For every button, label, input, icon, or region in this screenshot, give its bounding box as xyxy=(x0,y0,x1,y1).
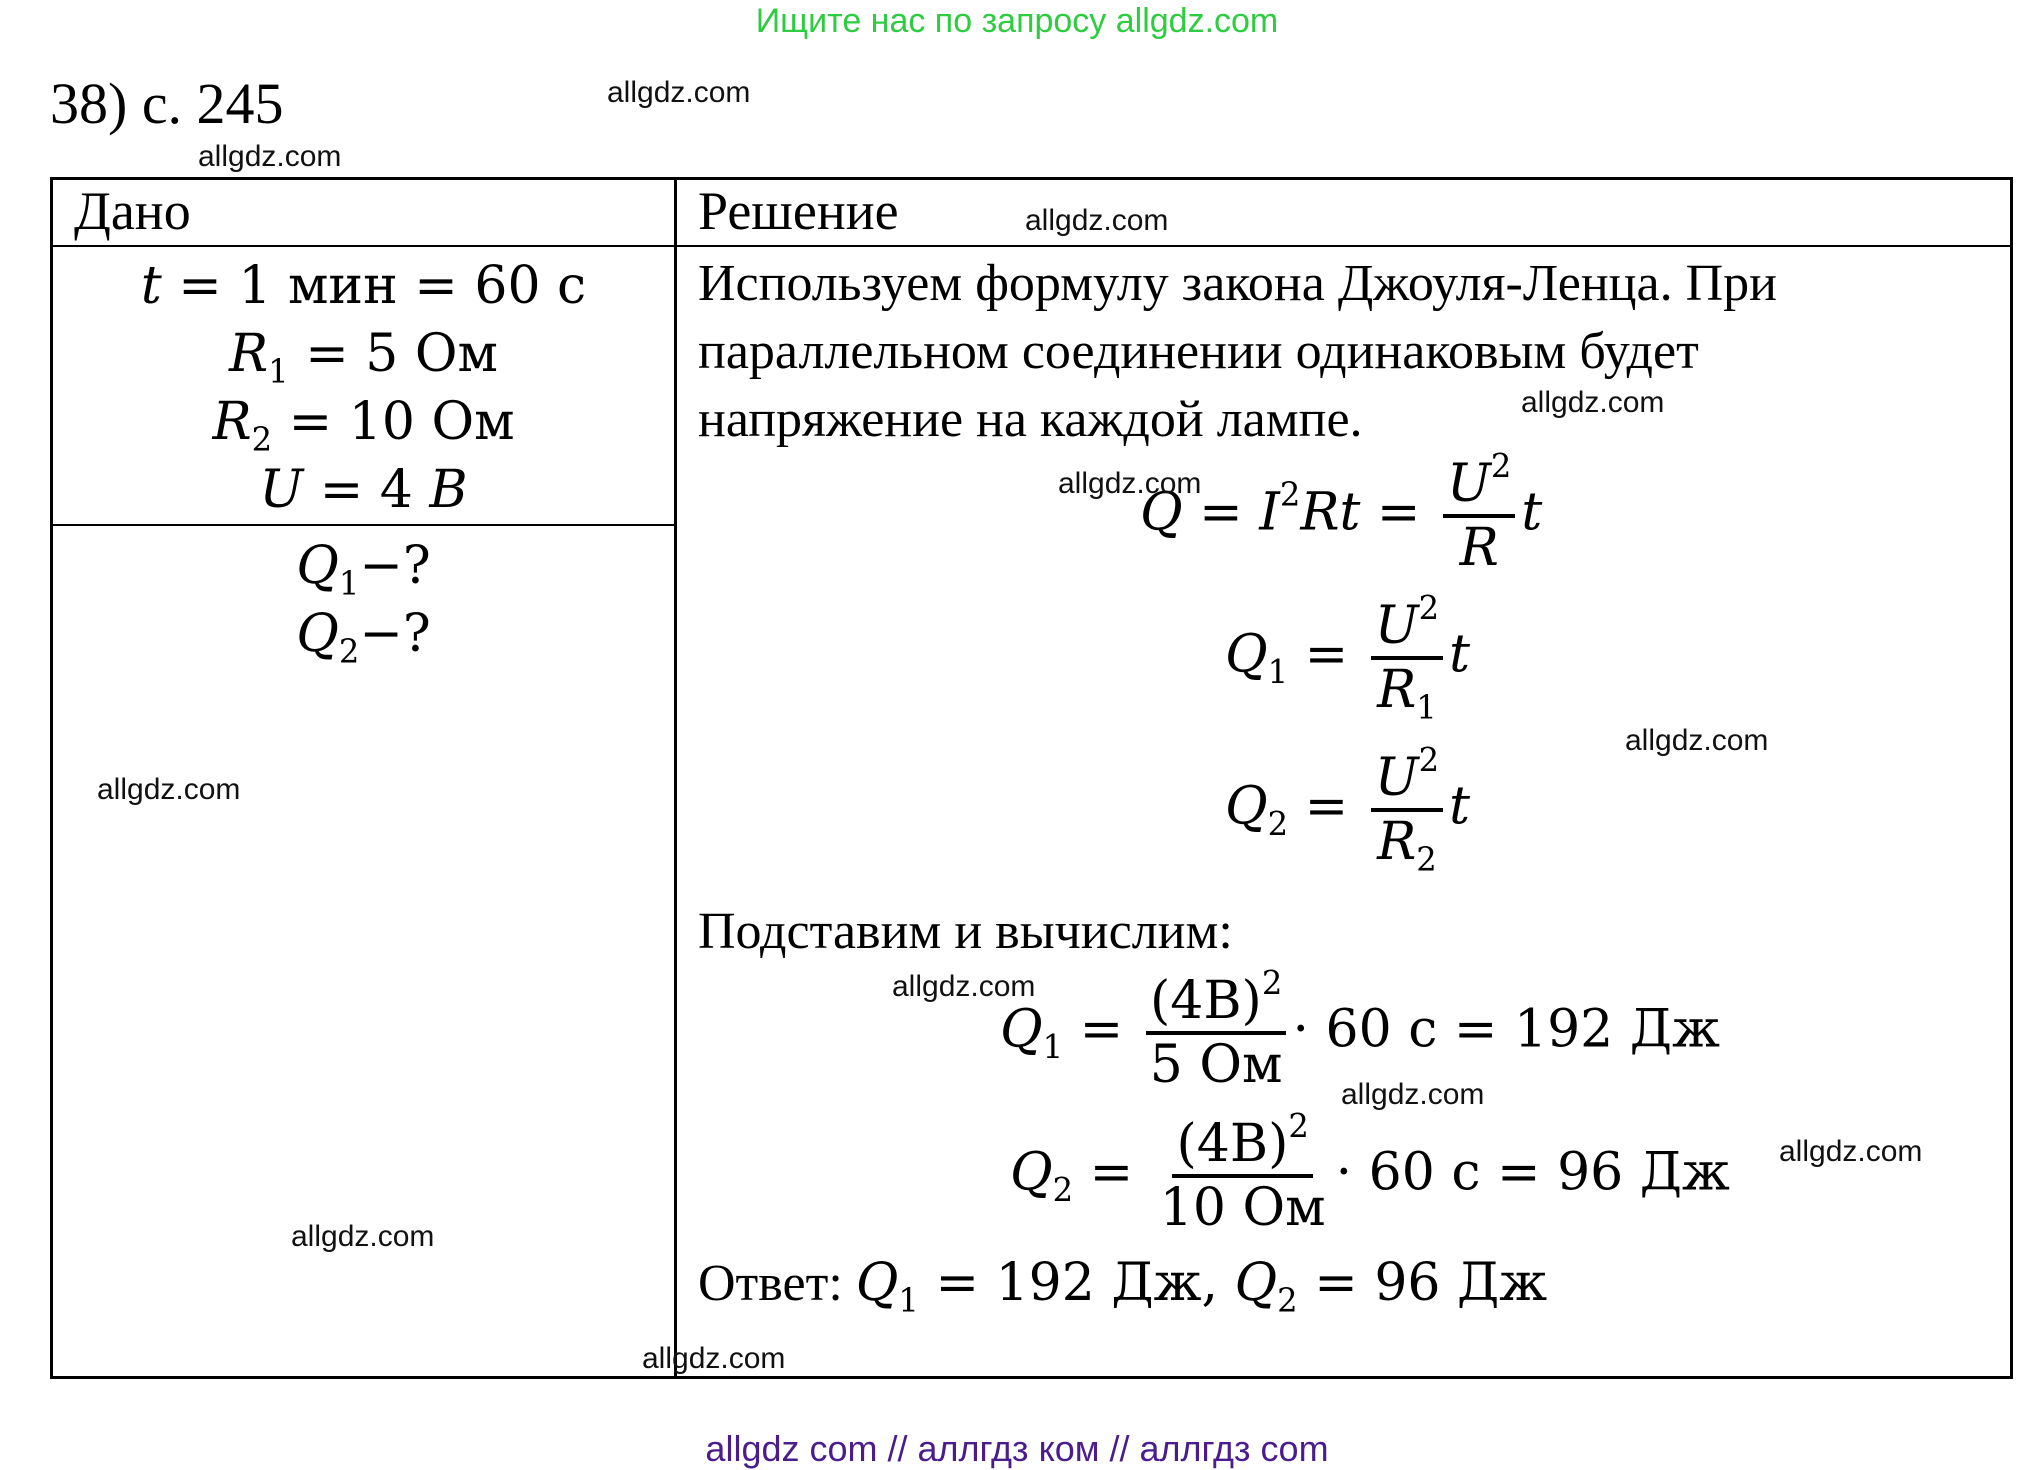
watermark: allgdz.com xyxy=(1625,724,1769,757)
given-r1-symbol: R xyxy=(229,324,269,384)
given-voltage-symbol: U xyxy=(259,460,304,520)
answer-line xyxy=(698,1253,1548,1320)
calc2-q: Q xyxy=(1010,1142,1053,1203)
watermark: allgdz.com xyxy=(642,1342,786,1375)
substitute-label: Подставим и вычислим: xyxy=(698,903,1233,960)
find-q1 xyxy=(53,536,674,603)
q2-formula-r: R xyxy=(1377,812,1417,872)
q1-formula-r-sub: 1 xyxy=(1416,688,1437,727)
q2-formula-q: Q xyxy=(1225,776,1268,837)
given-time-value: = 1 мин = 60 с xyxy=(161,256,587,316)
given-voltage xyxy=(53,460,674,520)
q1-formula xyxy=(1225,588,1471,727)
calc2-sub: 2 xyxy=(1052,1170,1074,1209)
watermark: allgdz.com xyxy=(607,76,751,109)
given-r2-value: = 10 Ом xyxy=(272,392,515,452)
calc2-result: · 60 с = 96 Дж xyxy=(1335,1142,1730,1203)
calc1-fraction xyxy=(1146,963,1287,1095)
answer-label: Ответ: xyxy=(698,1255,856,1312)
find-q2-sub: 2 xyxy=(338,632,360,671)
given-r2-sub: 2 xyxy=(251,420,273,459)
calc2-den: 10 Ом xyxy=(1159,1178,1326,1238)
find-q2-suffix: −? xyxy=(359,604,431,664)
given-r1 xyxy=(53,324,674,391)
given-voltage-value: = 4 xyxy=(303,460,430,520)
calc1-result: · 60 с = 192 Дж xyxy=(1292,999,1720,1060)
q2-formula-u: U xyxy=(1374,748,1419,808)
q2-formula-u-exp: 2 xyxy=(1418,740,1440,779)
top-banner: Ищите нас по запросу allgdz.com xyxy=(755,2,1279,40)
q1-formula-sub: 1 xyxy=(1267,652,1289,691)
find-q1-sub: 1 xyxy=(338,564,360,603)
solution-line-3: напряжение на каждой лампе. xyxy=(698,391,1363,448)
formula-i: I xyxy=(1259,482,1280,543)
answer-q2: Q xyxy=(1234,1253,1278,1313)
given-time xyxy=(53,256,674,316)
given-r1-value: = 5 Ом xyxy=(288,324,498,384)
given-time-symbol: t xyxy=(140,256,162,316)
footer-links: allgdz com // аллгдз ком // аллгдз com xyxy=(705,1428,1329,1469)
watermark: allgdz.com xyxy=(1779,1135,1923,1168)
q1-formula-r: R xyxy=(1377,660,1417,720)
formula-r: R xyxy=(1459,518,1499,578)
calc1-num: (4В) xyxy=(1149,971,1262,1031)
answer-q2-sub: 2 xyxy=(1277,1281,1298,1320)
solution-line-1: Используем формулу закона Джоуля-Ленца. При xyxy=(698,255,1777,312)
calc2-exp: 2 xyxy=(1288,1106,1309,1145)
formula-rt: Rt xyxy=(1300,482,1361,543)
calc1-q: Q xyxy=(1000,999,1043,1060)
watermark: allgdz.com xyxy=(198,140,342,173)
formula-eq-1: = xyxy=(1182,482,1260,543)
watermark: allgdz.com xyxy=(892,970,1036,1003)
calc1-exp: 2 xyxy=(1261,963,1283,1002)
watermark: allgdz.com xyxy=(291,1220,435,1253)
watermark: allgdz.com xyxy=(97,773,241,806)
solution-header: Решение xyxy=(698,181,899,241)
q2-formula-t: t xyxy=(1449,776,1471,837)
header-divider xyxy=(50,245,2013,247)
calc2-eq: = xyxy=(1073,1142,1150,1203)
q2-formula-sub: 2 xyxy=(1267,804,1289,843)
q2-formula-fraction xyxy=(1371,740,1443,879)
find-q1-suffix: −? xyxy=(359,536,431,596)
formula-t: t xyxy=(1521,482,1543,543)
given-r2 xyxy=(53,392,674,459)
answer-q1-sub: 1 xyxy=(898,1281,919,1320)
formula-u: U xyxy=(1447,454,1491,514)
given-divider xyxy=(50,524,676,526)
answer-q1-value: = 192 Дж, xyxy=(918,1253,1235,1313)
watermark: allgdz.com xyxy=(1058,467,1202,500)
q1-formula-q: Q xyxy=(1225,624,1268,685)
formula-eq-2: = xyxy=(1360,482,1438,543)
calc1-eq: = xyxy=(1063,999,1140,1060)
q2-formula xyxy=(1225,740,1471,879)
calc2-fraction xyxy=(1156,1106,1330,1238)
answer-q2-value: = 96 Дж xyxy=(1297,1253,1548,1313)
answer-q1: Q xyxy=(855,1253,899,1313)
q2-formula-eq: = xyxy=(1288,776,1365,837)
given-voltage-unit: B xyxy=(429,460,468,520)
watermark: allgdz.com xyxy=(1521,386,1665,419)
watermark: allgdz.com xyxy=(1341,1078,1485,1111)
column-divider xyxy=(674,177,677,1379)
find-q2-symbol: Q xyxy=(296,604,339,664)
q1-formula-u-exp: 2 xyxy=(1418,588,1440,627)
given-r2-symbol: R xyxy=(212,392,252,452)
q1-formula-t: t xyxy=(1449,624,1471,685)
calc1-sub: 1 xyxy=(1042,1027,1064,1066)
find-q1-symbol: Q xyxy=(296,536,339,596)
calc1-den: 5 Ом xyxy=(1149,1035,1283,1095)
q1-formula-u: U xyxy=(1374,596,1419,656)
formula-i-exp: 2 xyxy=(1279,475,1301,514)
formula-fraction xyxy=(1443,446,1515,578)
given-header: Дано xyxy=(74,181,191,241)
solution-line-2: параллельном соединении одинаковым будет xyxy=(698,323,1699,380)
calc2-num: (4В) xyxy=(1176,1114,1289,1174)
formula-q: Q xyxy=(1140,482,1183,543)
given-r1-sub: 1 xyxy=(268,352,289,391)
q2-calculation xyxy=(1010,1106,1730,1238)
find-q2 xyxy=(53,604,674,671)
q1-formula-eq: = xyxy=(1288,624,1365,685)
watermark: allgdz.com xyxy=(1025,204,1169,237)
q2-formula-r-sub: 2 xyxy=(1416,840,1437,879)
q1-formula-fraction xyxy=(1371,588,1443,727)
problem-title: 38) с. 245 xyxy=(50,71,284,136)
formula-u-exp: 2 xyxy=(1490,446,1512,485)
